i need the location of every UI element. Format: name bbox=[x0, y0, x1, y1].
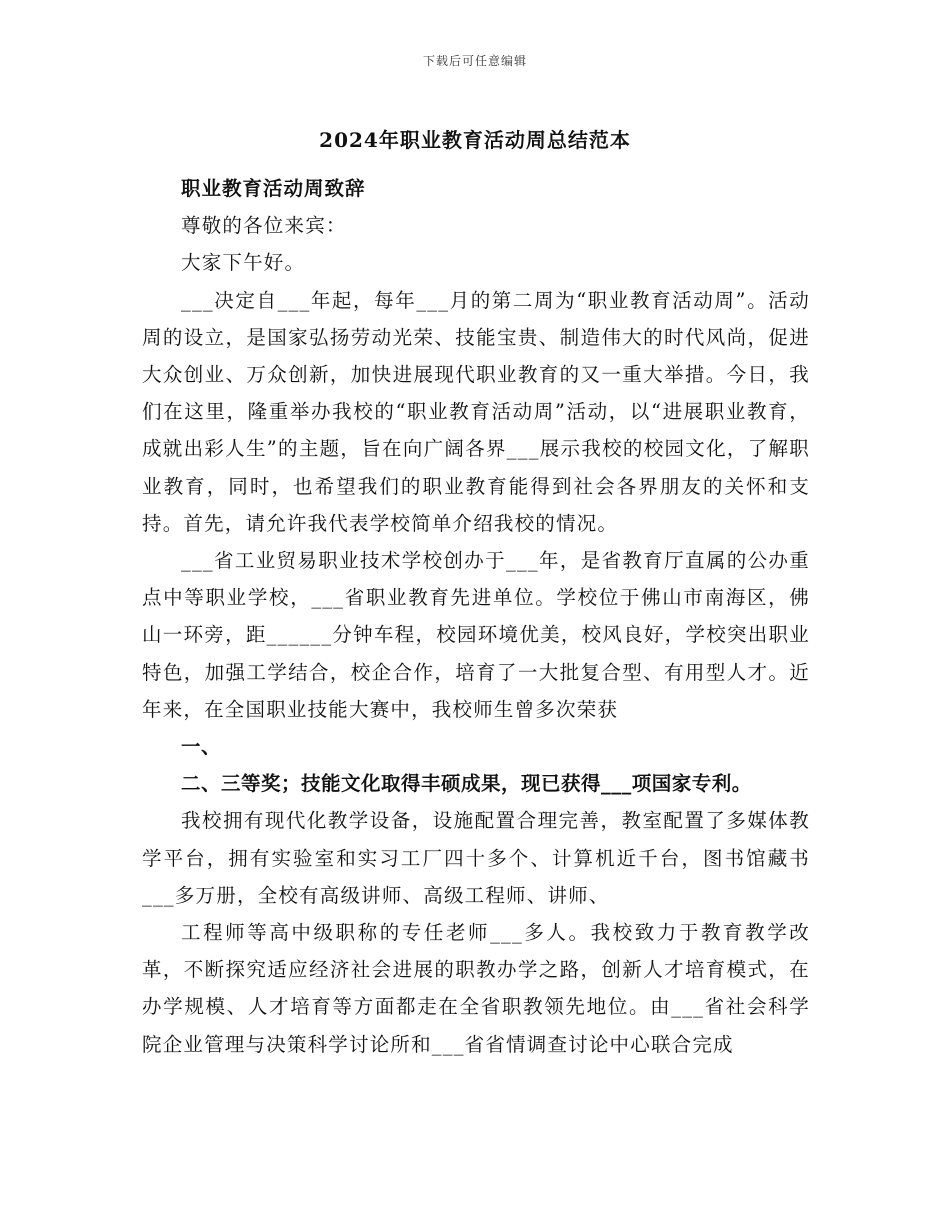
body-paragraph: ___决定自___年起，每年___月的第二周为“职业教育活动周”。活动周的设立，是国家弘扬劳动光荣、技能宝贵、制造伟大的时代风尚，促进大众创业、万众创新，加快进展现代职业教育的又一重大举措。今日，我们在这里，隆重举办我校的“职业教育活动周”活动，以“进展职业教育，成就出彩人生”的主题，旨在向广阔各界___展示我校的校园文化，了解职业教育，同时，也希望我们的职业教育能得到社会各界朋友的关怀和支持。首先，请允许我代表学校简单介绍我校的情况。 bbox=[142, 288, 810, 535]
body-paragraph: ___省工业贸易职业技术学校创办于___年，是省教育厅直属的公办重点中等职业学校，___省职业教育先进单位。学校位于佛山市南海区，佛山一环旁，距______分钟车程，校园环境优美，校风良好，学校突出职业特色，加强工学结合，校企合作，培育了一大批复合型、有用型人才。近年来，在全国职业技能大赛中，我校师生曾多次荣获 bbox=[142, 549, 810, 721]
greeting: 大家下午好。 bbox=[181, 251, 306, 275]
section-heading: 职业教育活动周致辞 bbox=[181, 177, 366, 200]
body-paragraph: 我校拥有现代化教学设备，设施配置合理完善，教室配置了多媒体教学平台，拥有实验室和实习工厂四十多个、计算机近千台，图书馆藏书___多万册，全校有高级讲师、高级工程师、讲师、 bbox=[142, 809, 810, 907]
header-note: 下载后可任意编辑 bbox=[422, 54, 527, 68]
salutation: 尊敬的各位来宾： bbox=[181, 214, 347, 238]
document-body bbox=[142, 170, 810, 1063]
document-title: 2024年职业教育活动周总结范本 bbox=[319, 128, 631, 152]
body-paragraph: 工程师等高中级职称的专任老师___多人。我校致力于教育教学改革，不断探究适应经济社会进展的职教办学之路，创新人才培育模式，在办学规模、人才培育等方面都走在全省职教领先地位。由___省社会科学院企业管理与决策科学讨论所和___省省情调查讨论中心联合完成 bbox=[142, 921, 810, 1056]
list-item-heading: 二、三等奖；技能文化取得丰硕成果，现已获得___项国家专利。 bbox=[181, 772, 752, 796]
list-item-heading: 一、 bbox=[181, 735, 222, 759]
